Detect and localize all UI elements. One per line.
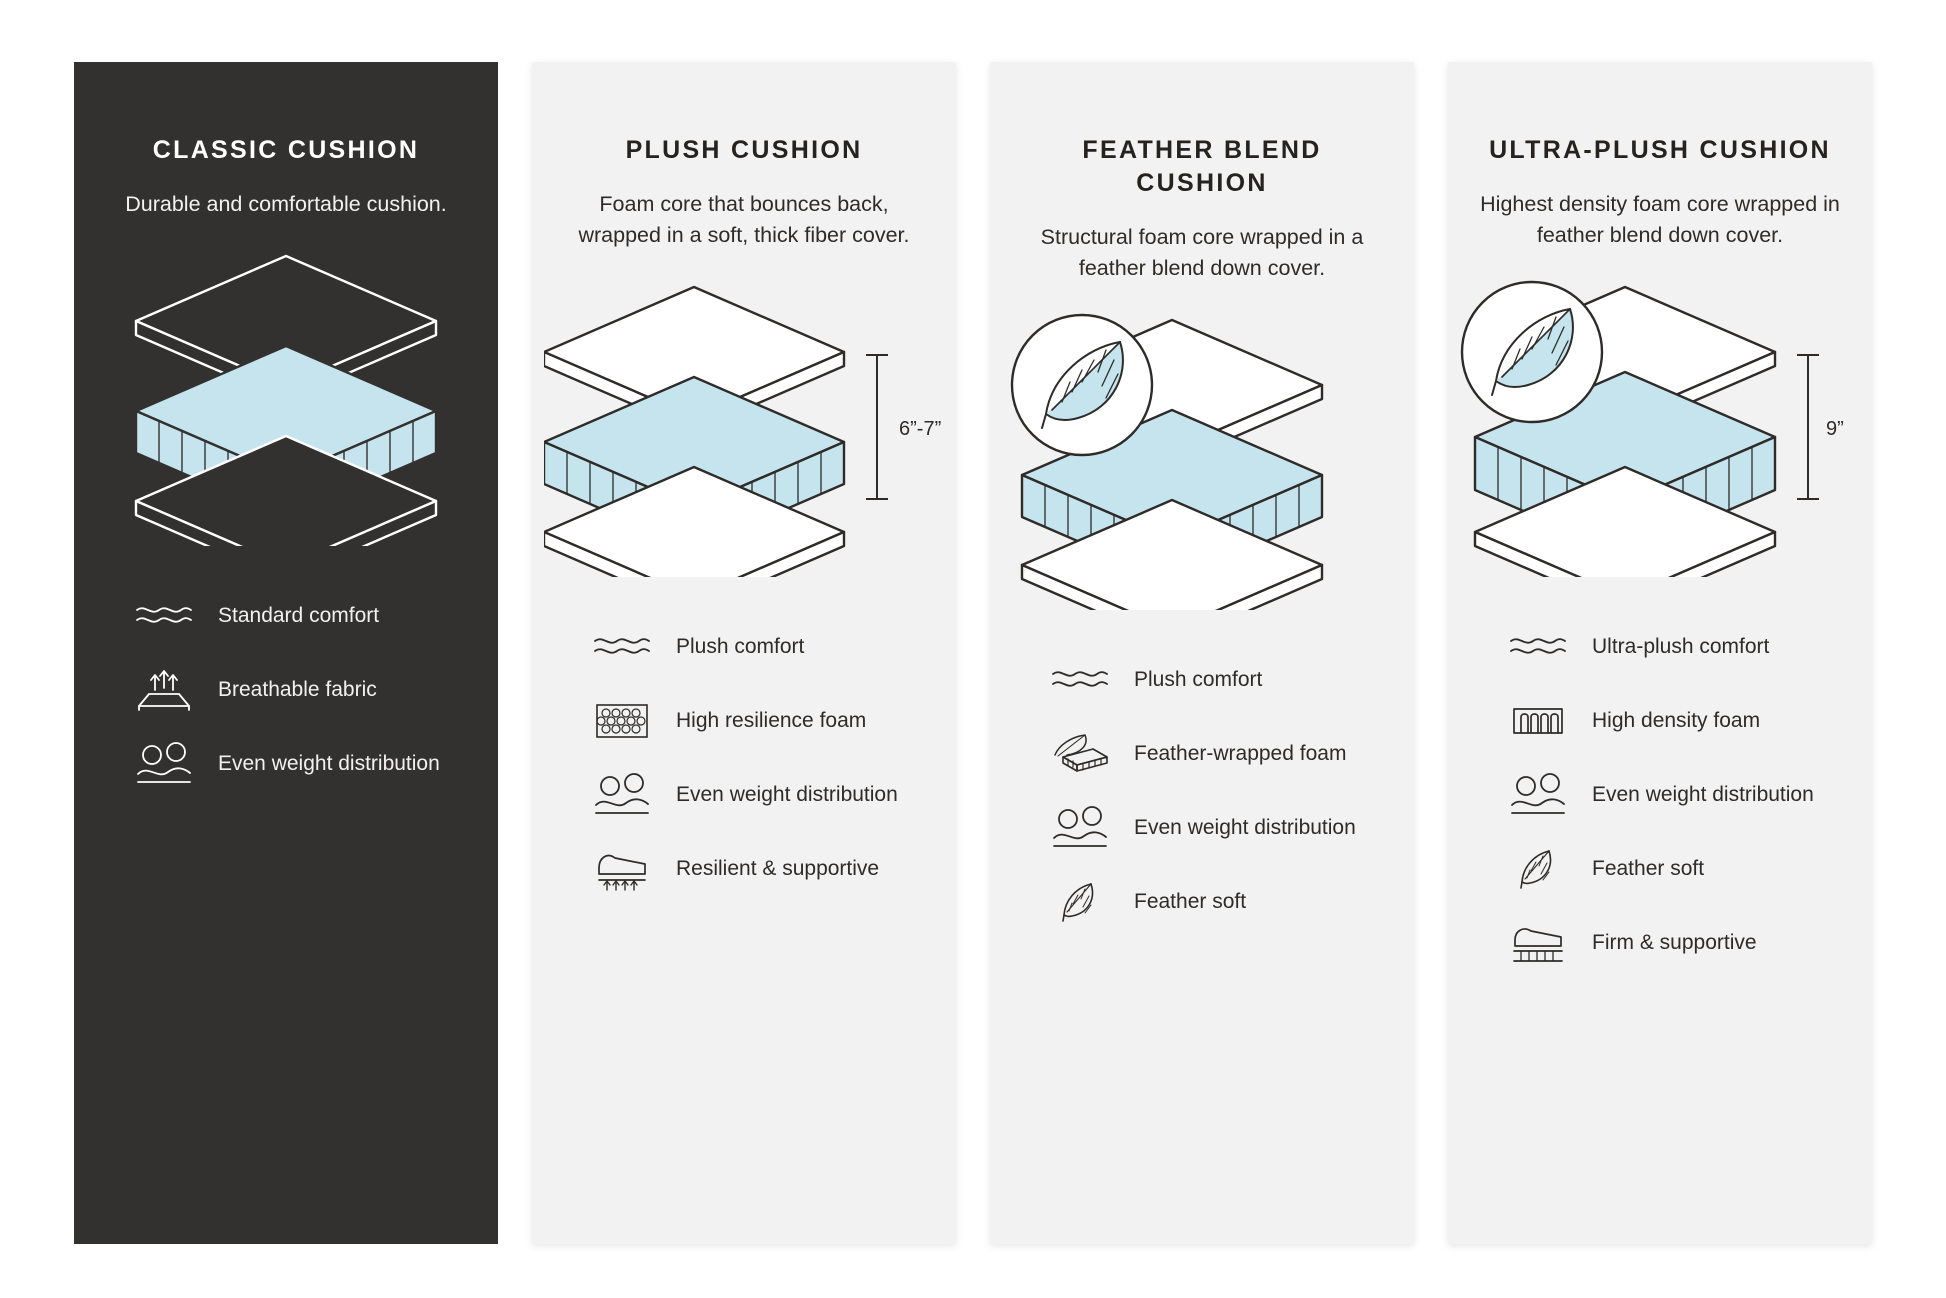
dimension-label: 6”-7” bbox=[899, 418, 942, 440]
dimension-label: 9” bbox=[1826, 418, 1844, 440]
list-item bbox=[1506, 695, 1826, 747]
feature-label: Even weight distribution bbox=[1134, 816, 1356, 839]
even-weight-distribution-icon bbox=[132, 738, 196, 790]
feather-badge-icon bbox=[1012, 315, 1152, 455]
feature-label: Feather soft bbox=[1592, 857, 1705, 880]
list-item bbox=[1048, 728, 1368, 780]
even-weight-distribution-icon bbox=[1506, 769, 1570, 821]
wave-comfort-icon bbox=[590, 621, 654, 673]
exploded-cushion-illustration bbox=[544, 277, 944, 577]
feature-label: High resilience foam bbox=[676, 709, 867, 732]
list-item bbox=[1506, 917, 1826, 969]
cushion-diagram-classic bbox=[74, 246, 498, 576]
list-item bbox=[132, 738, 452, 790]
list-item bbox=[132, 590, 452, 642]
list-item bbox=[590, 695, 910, 747]
feature-label: Even weight distribution bbox=[676, 783, 898, 806]
feather-icon bbox=[1506, 843, 1570, 895]
list-item bbox=[1506, 621, 1826, 673]
exploded-cushion-illustration bbox=[1460, 277, 1860, 577]
page-title: PLUSH CUSHION bbox=[625, 136, 863, 164]
card-description: Structural foam core wrapped in a feather blend down cover. bbox=[1040, 225, 1364, 280]
feature-label: Feather-wrapped foam bbox=[1134, 742, 1347, 765]
feature-label: Plush comfort bbox=[1134, 668, 1263, 691]
breathable-fabric-icon bbox=[132, 664, 196, 716]
even-weight-distribution-icon bbox=[590, 769, 654, 821]
feature-label: High density foam bbox=[1592, 709, 1761, 732]
list-item bbox=[590, 843, 910, 895]
feature-label: Firm & supportive bbox=[1592, 931, 1757, 954]
feature-list bbox=[74, 590, 498, 790]
feature-label: Plush comfort bbox=[676, 635, 805, 658]
cushion-diagram-ultra-plush bbox=[1448, 277, 1872, 607]
page-title: ULTRA-PLUSH CUSHION bbox=[1489, 136, 1831, 164]
page-title: CLASSIC CUSHION bbox=[152, 136, 420, 164]
firm-support-icon bbox=[1506, 917, 1570, 969]
feature-label: Ultra-plush comfort bbox=[1592, 635, 1770, 658]
card-feather-blend-cushion bbox=[990, 62, 1414, 1244]
feature-label: Standard comfort bbox=[218, 604, 380, 627]
feather-icon bbox=[1048, 876, 1112, 928]
exploded-cushion-illustration bbox=[1002, 310, 1402, 610]
page-title: FEATHER BLEND CUSHION bbox=[1082, 136, 1322, 197]
feature-label: Resilient & supportive bbox=[676, 857, 880, 880]
feature-label: Even weight distribution bbox=[218, 752, 440, 775]
resilient-support-icon bbox=[590, 843, 654, 895]
feature-label: Breathable fabric bbox=[218, 678, 377, 701]
list-item bbox=[1048, 876, 1368, 928]
list-item bbox=[132, 664, 452, 716]
wave-comfort-icon bbox=[1048, 654, 1112, 706]
list-item bbox=[590, 621, 910, 673]
cushion-diagram-plush bbox=[532, 277, 956, 607]
feature-label: Feather soft bbox=[1134, 890, 1247, 913]
high-density-foam-icon bbox=[1506, 695, 1570, 747]
cushion-diagram-feather-blend bbox=[990, 310, 1414, 640]
card-description: Foam core that bounces back, wrapped in a soft, thick fiber cover. bbox=[578, 192, 910, 247]
card-ultra-plush-cushion bbox=[1448, 62, 1872, 1244]
wave-comfort-icon bbox=[1506, 621, 1570, 673]
feature-list bbox=[1448, 621, 1872, 969]
feather-wrapped-foam-icon bbox=[1048, 728, 1112, 780]
list-item bbox=[1506, 769, 1826, 821]
card-plush-cushion bbox=[532, 62, 956, 1244]
card-description: Durable and comfortable cushion. bbox=[125, 192, 447, 216]
feather-badge-icon bbox=[1462, 282, 1602, 422]
wave-comfort-icon bbox=[132, 590, 196, 642]
list-item bbox=[590, 769, 910, 821]
even-weight-distribution-icon bbox=[1048, 802, 1112, 854]
feature-label: Even weight distribution bbox=[1592, 783, 1814, 806]
list-item bbox=[1048, 654, 1368, 706]
feature-list bbox=[990, 654, 1414, 928]
list-item bbox=[1506, 843, 1826, 895]
card-description: Highest density foam core wrapped in feather blend down cover. bbox=[1480, 192, 1840, 247]
exploded-cushion-illustration bbox=[121, 246, 451, 546]
list-item bbox=[1048, 802, 1368, 854]
feature-list bbox=[532, 621, 956, 895]
honeycomb-foam-icon bbox=[590, 695, 654, 747]
card-classic-cushion bbox=[74, 62, 498, 1244]
